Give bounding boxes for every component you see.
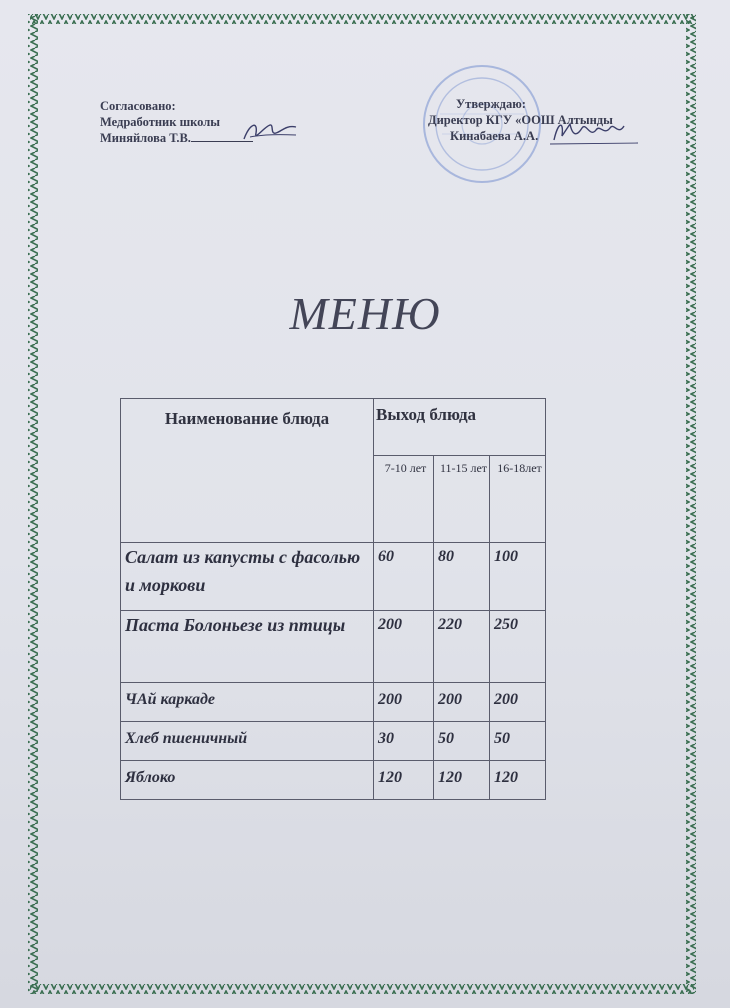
dish-value: 250 xyxy=(490,611,546,683)
dish-name: Паста Болоньезе из птицы xyxy=(121,611,374,683)
header-age-group: 16-18лет xyxy=(490,456,546,543)
table-row xyxy=(121,722,546,761)
header-age-group: 11-15 лет xyxy=(434,456,490,543)
dish-value: 220 xyxy=(434,611,490,683)
dish-value: 100 xyxy=(490,543,546,611)
dish-value: 120 xyxy=(434,761,490,800)
menu-table xyxy=(120,398,546,800)
medworker-signature xyxy=(240,115,300,145)
table-row xyxy=(121,683,546,722)
dish-value: 200 xyxy=(374,683,434,722)
dish-value: 200 xyxy=(374,611,434,683)
dish-value: 120 xyxy=(490,761,546,800)
table-row xyxy=(121,543,546,611)
dish-name: Хлеб пшеничный xyxy=(121,722,374,761)
table-row xyxy=(121,611,546,683)
approval-label: Согласовано: xyxy=(100,99,176,113)
dish-value: 200 xyxy=(490,683,546,722)
approval-person: Миняйлова Т.В. xyxy=(100,131,191,145)
dish-name: Салат из капусты с фасолью и моркови xyxy=(121,543,374,611)
dish-value: 120 xyxy=(374,761,434,800)
dish-value: 30 xyxy=(374,722,434,761)
dish-value: 50 xyxy=(490,722,546,761)
dish-value: 60 xyxy=(374,543,434,611)
confirm-position: Директор КГУ «ООШ Алтынды xyxy=(428,113,613,127)
dish-name: Яблоко xyxy=(121,761,374,800)
approval-block xyxy=(100,98,253,146)
table-row xyxy=(121,761,546,800)
dish-value: 80 xyxy=(434,543,490,611)
confirm-person: Кинабаева А.А. xyxy=(450,129,539,143)
page-title: МЕНЮ xyxy=(289,288,441,339)
dish-value: 50 xyxy=(434,722,490,761)
header-output: Выход блюда xyxy=(374,399,546,456)
header-age-group: 7-10 лет xyxy=(374,456,434,543)
dish-value: 200 xyxy=(434,683,490,722)
dish-name: ЧАй каркаде xyxy=(121,683,374,722)
director-signature xyxy=(548,116,640,148)
header-dish-name: Наименование блюда xyxy=(121,399,374,543)
approval-position: Медработник школы xyxy=(100,115,221,129)
confirm-label: Утверждаю: xyxy=(456,97,526,111)
